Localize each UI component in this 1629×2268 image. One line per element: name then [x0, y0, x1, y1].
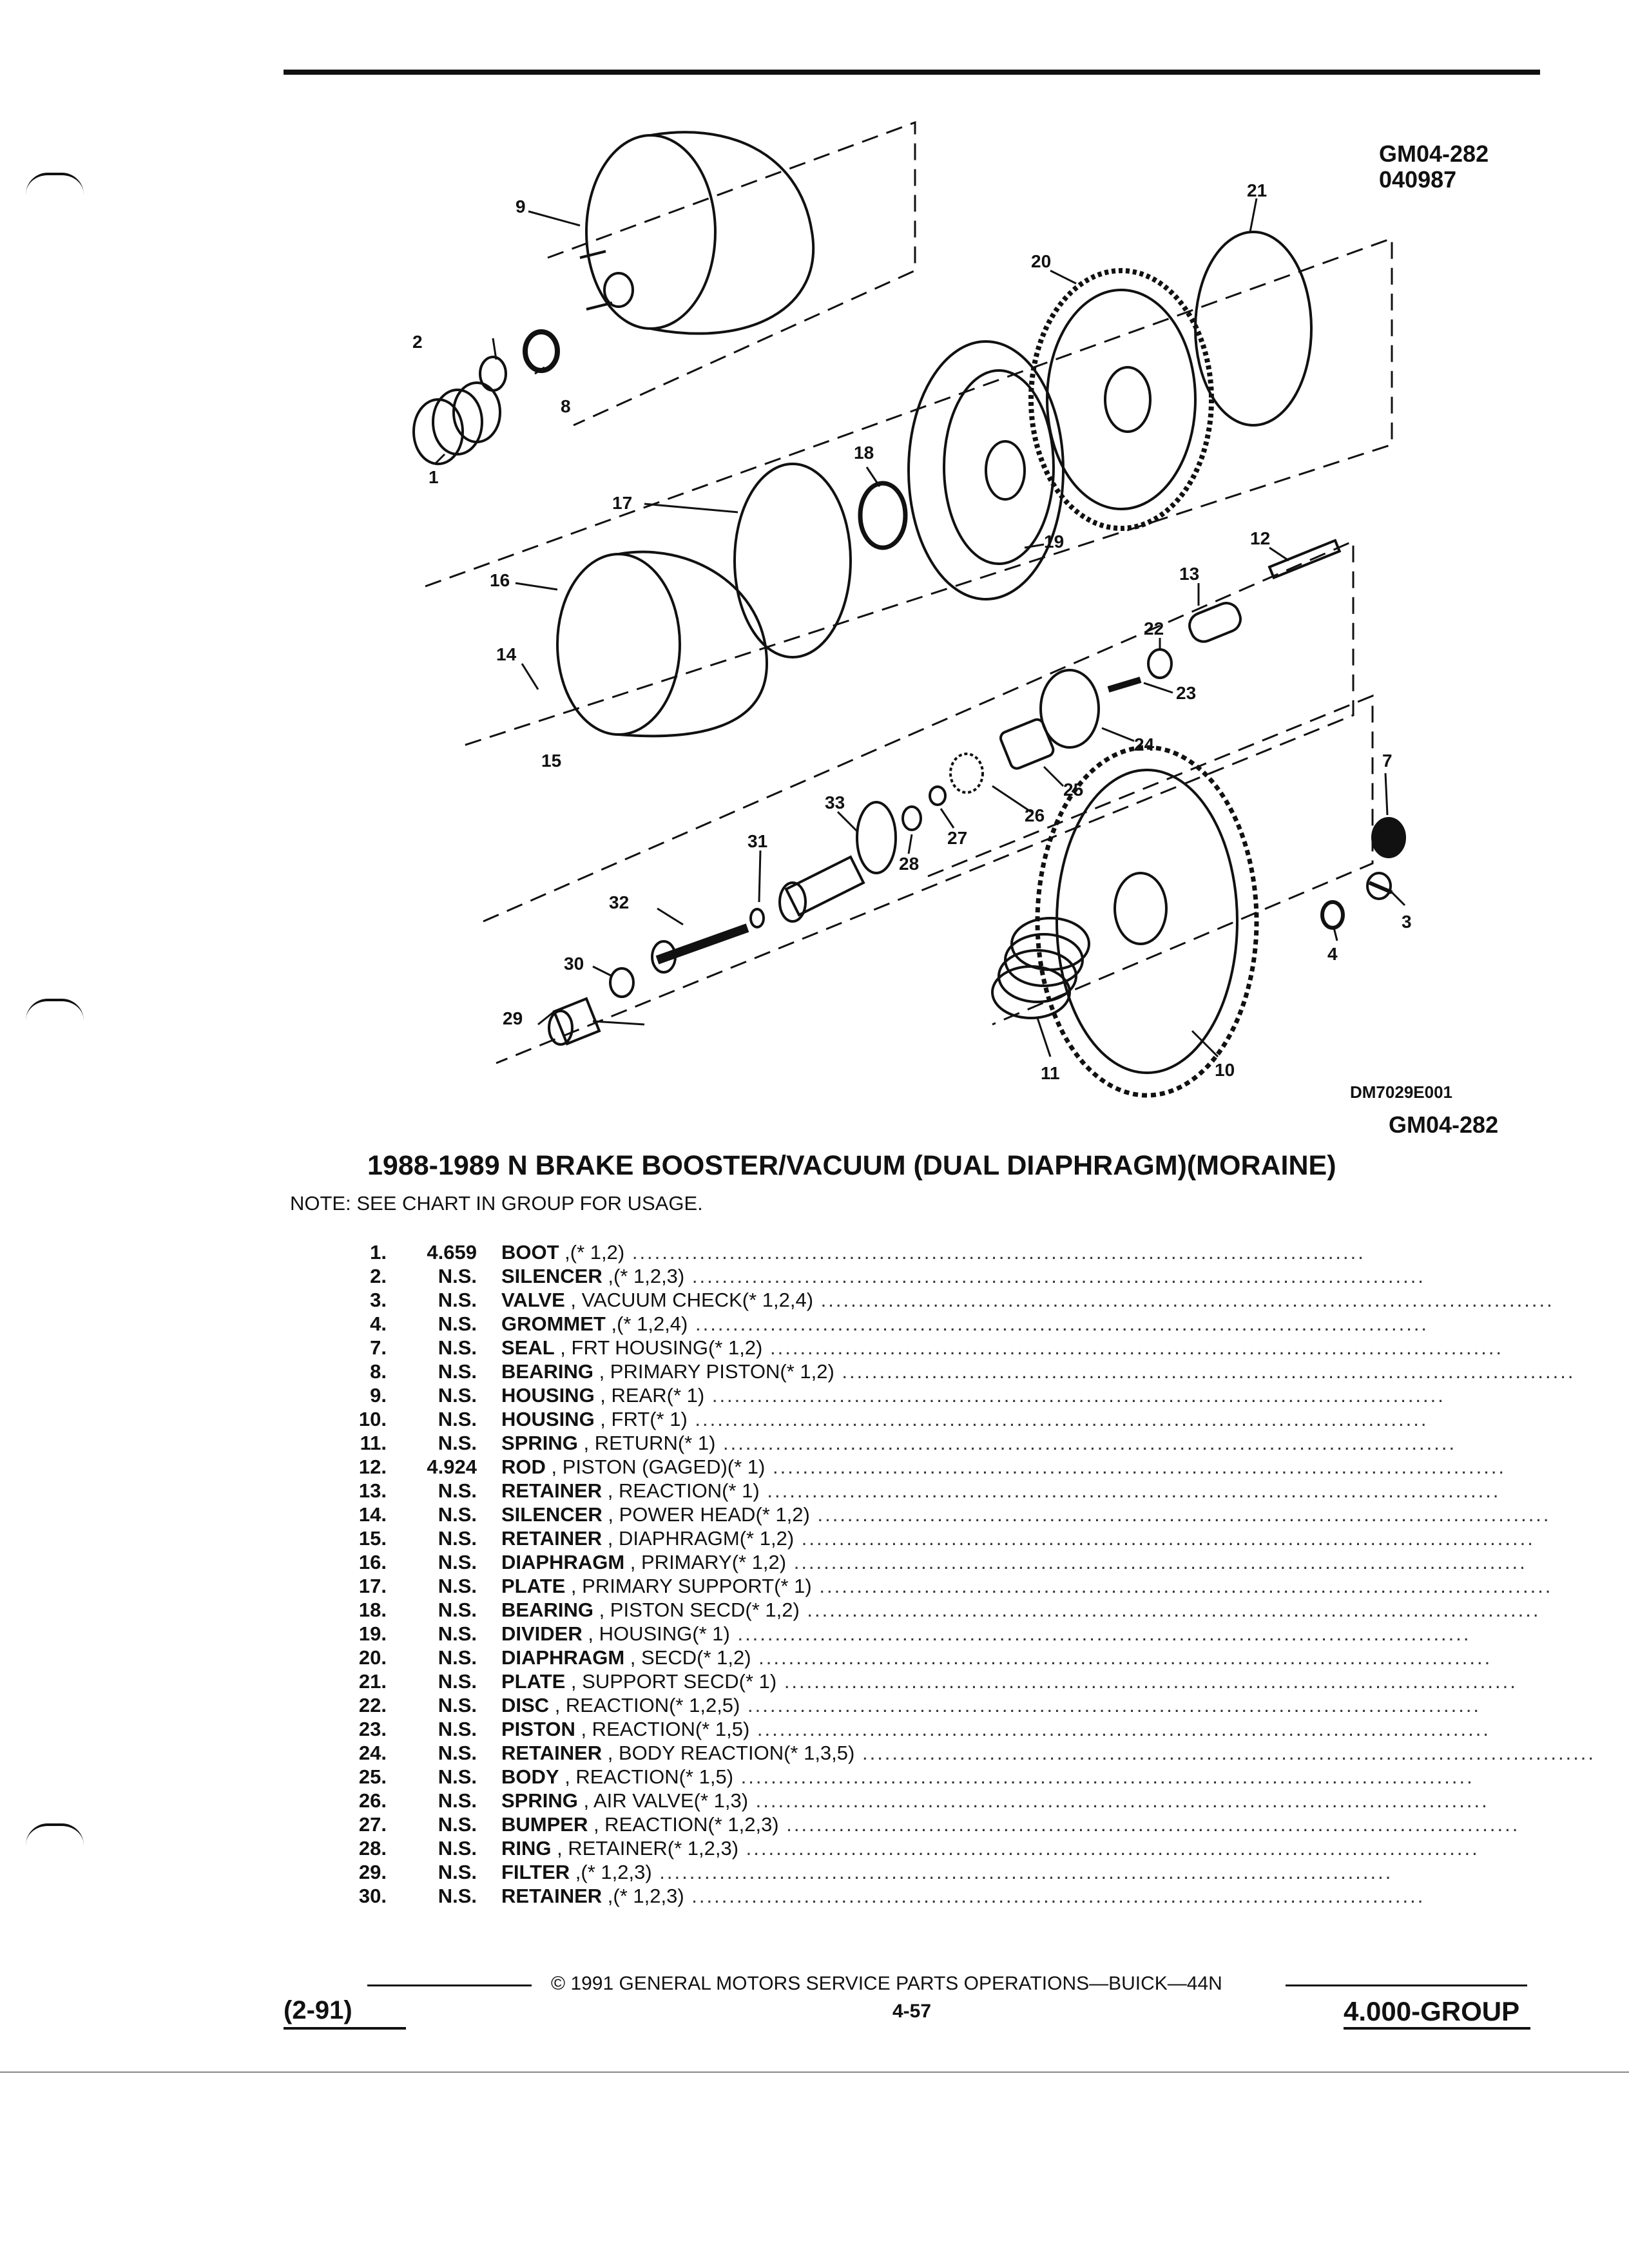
- page-title: 1988-1989 N BRAKE BOOSTER/VACUUM (DUAL DIAPHRAGM)(MORAINE): [367, 1150, 1336, 1181]
- part-number: N.S.: [438, 1432, 477, 1454]
- item-number: 13.: [358, 1479, 387, 1502]
- leader-dots: ..................................................................................................: [811, 1575, 1553, 1597]
- list-item: [335, 1503, 1551, 1526]
- part-detail: , VACUUM CHECK(* 1,2,4): [564, 1289, 814, 1311]
- list-item: [335, 1836, 1480, 1860]
- part-detail: , REAR(* 1): [594, 1384, 705, 1407]
- part-number: N.S.: [438, 1503, 477, 1526]
- leader-dots: ..................................................................................................: [765, 1456, 1507, 1478]
- item-number: 26.: [358, 1789, 387, 1812]
- callout-12: 12: [1250, 528, 1271, 548]
- part-detail: ,(* 1,2,4): [605, 1312, 688, 1335]
- reaction-disc: [1148, 649, 1171, 678]
- part-detail: ,(* 1,2,3): [570, 1861, 652, 1883]
- part-detail: , REACTION(* 1): [602, 1479, 760, 1502]
- part-name: DIAPHRAGM: [501, 1646, 625, 1669]
- part-detail: , PISTON (GAGED)(* 1): [545, 1456, 766, 1478]
- callout-24: 24: [1134, 735, 1155, 754]
- part-name: SILENCER: [501, 1503, 602, 1526]
- part-number: N.S.: [438, 1861, 477, 1883]
- callout-7: 7: [1382, 751, 1393, 771]
- callout-21: 21: [1247, 180, 1268, 200]
- part-detail: , SECD(* 1,2): [624, 1646, 751, 1669]
- part-description: [501, 1693, 1481, 1717]
- leader-dots: ..................................................................................................: [704, 1384, 1445, 1407]
- callout-29: 29: [503, 1008, 523, 1028]
- part-description: [501, 1574, 1553, 1598]
- callout-28: 28: [899, 854, 920, 874]
- part-name: FILTER: [501, 1861, 570, 1883]
- part-name: HOUSING: [501, 1384, 595, 1407]
- list-item: [335, 1598, 1541, 1622]
- part-name: BODY: [501, 1765, 559, 1788]
- list-item: [335, 1336, 1504, 1360]
- leader-dots: ..................................................................................................: [809, 1503, 1551, 1526]
- part-number: N.S.: [438, 1336, 477, 1359]
- item-number: 16.: [358, 1551, 387, 1573]
- page-number: 4-57: [892, 2001, 932, 2022]
- list-item: [335, 1860, 1393, 1884]
- boot: [414, 383, 500, 464]
- list-item: [335, 1479, 1501, 1503]
- part-number: N.S.: [438, 1360, 477, 1383]
- callout-3: 3: [1402, 912, 1412, 932]
- part-name: PLATE: [501, 1670, 566, 1693]
- leader-dots: ..................................................................................................: [762, 1336, 1504, 1359]
- part-name: SILENCER: [501, 1265, 602, 1287]
- secondary-diaphragm: [1031, 271, 1211, 528]
- list-item: [335, 1574, 1553, 1598]
- item-number: 11.: [360, 1432, 387, 1454]
- leader-dots: ..................................................................................................: [799, 1599, 1541, 1621]
- list-item: [335, 1383, 1445, 1407]
- front-housing-seal: [1373, 818, 1405, 857]
- return-spring: [992, 918, 1089, 1018]
- reaction-body: [999, 718, 1055, 771]
- item-number: 20.: [358, 1646, 387, 1669]
- parts-list: [335, 1240, 1596, 1908]
- part-description: [501, 1717, 1490, 1741]
- callout-8: 8: [561, 396, 571, 416]
- callout-9: 9: [516, 197, 526, 216]
- list-item: [335, 1360, 1576, 1383]
- part-description: [501, 1431, 1457, 1455]
- part-description: [501, 1646, 1492, 1669]
- part-number: N.S.: [438, 1670, 477, 1693]
- part-number: N.S.: [438, 1718, 477, 1740]
- air-valve-body: [780, 802, 896, 921]
- callout-13: 13: [1179, 564, 1200, 584]
- callout-33: 33: [825, 793, 845, 812]
- part-name: HOUSING: [501, 1408, 595, 1430]
- part-description: [501, 1598, 1541, 1622]
- footer-rule-left: [367, 1984, 532, 1986]
- part-detail: , PRIMARY PISTON(* 1,2): [593, 1360, 834, 1383]
- leader-dots: ..................................................................................................: [740, 1694, 1481, 1716]
- part-description: [501, 1407, 1429, 1431]
- leader-dots: ..................................................................................................: [813, 1289, 1554, 1311]
- piston-rod: [1269, 541, 1340, 578]
- part-description: [501, 1360, 1576, 1383]
- margin-mark: [26, 1823, 84, 1845]
- callout-4: 4: [1327, 944, 1338, 964]
- reaction-retainer: [1186, 599, 1244, 646]
- item-number: 12.: [358, 1456, 387, 1478]
- callout-31: 31: [747, 831, 768, 851]
- item-number: 23.: [358, 1718, 387, 1740]
- callout-30: 30: [564, 954, 584, 974]
- callout-20: 20: [1031, 251, 1052, 271]
- item-number: 29.: [358, 1861, 387, 1883]
- part-detail: ,(* 1,2,3): [602, 1265, 685, 1287]
- part-detail: , FRT(* 1): [594, 1408, 688, 1430]
- callout-32: 32: [609, 892, 630, 912]
- part-description: [501, 1288, 1554, 1312]
- list-item: [335, 1789, 1489, 1812]
- list-item: [335, 1693, 1481, 1717]
- item-number: 27.: [358, 1813, 387, 1836]
- part-name: SPRING: [501, 1432, 578, 1454]
- part-name: DISC: [501, 1694, 550, 1716]
- callout-25: 25: [1063, 780, 1084, 800]
- part-name: RETAINER: [501, 1742, 602, 1764]
- callout-15: 15: [541, 751, 562, 771]
- margin-mark: [26, 173, 84, 195]
- part-detail: , SUPPORT SECD(* 1): [565, 1670, 777, 1693]
- part-number: N.S.: [438, 1813, 477, 1836]
- part-number: N.S.: [438, 1694, 477, 1716]
- part-detail: , PRIMARY SUPPORT(* 1): [565, 1575, 812, 1597]
- filter: [549, 999, 599, 1044]
- diagram-code: GM04-282: [1379, 140, 1489, 167]
- list-item: [335, 1407, 1429, 1431]
- list-item: [335, 1264, 1425, 1288]
- list-item: [335, 1288, 1554, 1312]
- part-number: N.S.: [438, 1527, 477, 1550]
- part-detail: , REACTION(* 1,5): [559, 1765, 734, 1788]
- list-item: [335, 1240, 1385, 1264]
- list-item: [335, 1622, 1471, 1646]
- item-number: 1.: [370, 1241, 387, 1264]
- copyright-notice: © 1991 GENERAL MOTORS SERVICE PARTS OPERATIONS—BUICK—44N: [551, 1973, 1222, 1994]
- leader-dots: ..................................................................................................: [729, 1622, 1471, 1645]
- callout-26: 26: [1025, 805, 1045, 825]
- part-name: BUMPER: [501, 1813, 588, 1836]
- part-name: RING: [501, 1837, 552, 1860]
- item-number: 28.: [358, 1837, 387, 1860]
- part-description: [501, 1884, 1425, 1908]
- callout-2: 2: [412, 332, 423, 352]
- part-detail: , RETURN(* 1): [577, 1432, 716, 1454]
- callout-22: 22: [1144, 619, 1164, 639]
- part-number: N.S.: [438, 1384, 477, 1407]
- part-detail: , AIR VALVE(* 1,3): [577, 1789, 749, 1812]
- part-description: [501, 1789, 1489, 1812]
- part-detail: , POWER HEAD(* 1,2): [602, 1503, 810, 1526]
- part-description: [501, 1741, 1596, 1765]
- item-number: 8.: [370, 1360, 387, 1383]
- primary-piston-bearing: [525, 332, 557, 370]
- item-number: 22.: [358, 1694, 387, 1716]
- leader-dots: ..................................................................................................: [624, 1241, 1365, 1264]
- part-number: N.S.: [438, 1599, 477, 1621]
- part-name: BOOT: [501, 1241, 559, 1264]
- grommet: [1322, 902, 1343, 928]
- diagram-reference-id: DM7029E001: [1350, 1082, 1452, 1102]
- air-valve-spring: [950, 754, 983, 793]
- part-detail: , RETAINER(* 1,2,3): [551, 1837, 739, 1860]
- list-item: [335, 1526, 1535, 1550]
- leader-dots: ..................................................................................................: [651, 1861, 1393, 1883]
- item-number: 19.: [358, 1622, 387, 1645]
- primary-support-plate: [735, 464, 851, 657]
- leader-dots: ..................................................................................................: [684, 1885, 1425, 1907]
- leader-dots: ..................................................................................................: [751, 1646, 1492, 1669]
- top-rule: [284, 70, 1540, 75]
- part-name: VALVE: [501, 1289, 565, 1311]
- part-number: N.S.: [438, 1646, 477, 1669]
- part-description: [501, 1860, 1393, 1884]
- list-item: [335, 1646, 1492, 1669]
- part-name: GROMMET: [501, 1312, 606, 1335]
- piston-secondary-bearing: [860, 483, 905, 548]
- part-detail: , REACTION(* 1,2,5): [549, 1694, 740, 1716]
- part-description: [501, 1455, 1507, 1479]
- part-description: [501, 1264, 1425, 1288]
- leader-dots: ..................................................................................................: [759, 1479, 1501, 1502]
- list-item: [335, 1741, 1596, 1765]
- part-description: [501, 1836, 1480, 1860]
- secondary-support-plate: [1195, 232, 1311, 425]
- item-number: 9.: [370, 1384, 387, 1407]
- part-description: [501, 1336, 1504, 1360]
- callout-16: 16: [490, 570, 510, 590]
- part-number: N.S.: [438, 1837, 477, 1860]
- part-description: [501, 1479, 1501, 1503]
- part-name: ROD: [501, 1456, 546, 1478]
- part-name: BEARING: [501, 1599, 593, 1621]
- silencer: [480, 357, 506, 390]
- part-number: 4.924: [427, 1456, 477, 1478]
- group-label: 4.000-GROUP: [1344, 1996, 1520, 2026]
- page-bottom-edge: [0, 2071, 1629, 2073]
- part-description: [501, 1622, 1471, 1646]
- part-number: N.S.: [438, 1289, 477, 1311]
- body-reaction-retainer: [1041, 670, 1099, 747]
- list-item: [335, 1455, 1507, 1479]
- leader-dots: ..................................................................................................: [778, 1813, 1520, 1836]
- usage-note: NOTE: SEE CHART IN GROUP FOR USAGE.: [290, 1192, 703, 1215]
- list-item: [335, 1717, 1490, 1741]
- list-item: [335, 1884, 1425, 1908]
- part-detail: , HOUSING(* 1): [582, 1622, 730, 1645]
- item-number: 30.: [358, 1885, 387, 1907]
- item-number: 18.: [358, 1599, 387, 1621]
- leader-dots: ..................................................................................................: [854, 1742, 1596, 1764]
- part-description: [501, 1526, 1535, 1550]
- callout-27: 27: [947, 828, 968, 848]
- part-number: 4.659: [427, 1241, 477, 1264]
- list-item: [335, 1669, 1518, 1693]
- leader-dots: ..................................................................................................: [794, 1527, 1535, 1550]
- footer-rule-bottom-left: [284, 2027, 406, 2030]
- part-detail: , PRIMARY(* 1,2): [624, 1551, 787, 1573]
- part-number: N.S.: [438, 1408, 477, 1430]
- part-description: [501, 1812, 1520, 1836]
- callout-23: 23: [1176, 683, 1197, 703]
- part-description: [501, 1669, 1518, 1693]
- part-detail: , BODY REACTION(* 1,3,5): [602, 1742, 855, 1764]
- retainer-ring: [903, 807, 921, 830]
- housing-divider: [909, 341, 1063, 599]
- retainer: [610, 968, 633, 997]
- part-description: [501, 1503, 1551, 1526]
- part-name: SEAL: [501, 1336, 555, 1359]
- callout-11: 11: [1041, 1063, 1060, 1083]
- list-item: [335, 1812, 1520, 1836]
- part-number: N.S.: [438, 1479, 477, 1502]
- part-description: [501, 1765, 1474, 1789]
- part-number: N.S.: [438, 1312, 477, 1335]
- item-number: 17.: [358, 1575, 387, 1597]
- part-name: DIVIDER: [501, 1622, 583, 1645]
- footer-rule-right: [1286, 1984, 1527, 1986]
- part-detail: , REACTION(* 1,2,3): [588, 1813, 779, 1836]
- item-number: 14.: [358, 1503, 387, 1526]
- part-name: RETAINER: [501, 1479, 602, 1502]
- item-number: 10.: [358, 1408, 387, 1430]
- leader-dots: ..................................................................................................: [715, 1432, 1457, 1454]
- callout-14: 14: [496, 644, 517, 664]
- leader-dots: ..................................................................................................: [776, 1670, 1518, 1693]
- revision-date: (2-91): [284, 1996, 352, 2024]
- list-item: [335, 1431, 1457, 1455]
- callout-18: 18: [854, 443, 874, 463]
- item-number: 7.: [370, 1336, 387, 1359]
- part-name: SPRING: [501, 1789, 578, 1812]
- part-detail: , REACTION(* 1,5): [575, 1718, 750, 1740]
- item-number: 2.: [370, 1265, 387, 1287]
- part-number: N.S.: [438, 1551, 477, 1573]
- vacuum-check-valve: [1367, 873, 1392, 899]
- part-number: N.S.: [438, 1622, 477, 1645]
- item-number: 3.: [370, 1289, 387, 1311]
- part-number: N.S.: [438, 1265, 477, 1287]
- callout-1: 1: [429, 467, 439, 487]
- part-name: BEARING: [501, 1360, 593, 1383]
- retainer-ring-small: [751, 909, 764, 927]
- leader-dots: ..................................................................................................: [687, 1408, 1429, 1430]
- footer-rule-bottom-right: [1344, 2027, 1530, 2030]
- diagram-date-code: 040987: [1379, 166, 1457, 193]
- part-name: RETAINER: [501, 1527, 602, 1550]
- leader-dots: ..................................................................................................: [786, 1551, 1527, 1573]
- part-detail: ,(* 1,2): [559, 1241, 625, 1264]
- reaction-bumper: [930, 787, 945, 805]
- callout-17: 17: [612, 493, 633, 513]
- rear-housing: [580, 132, 813, 334]
- part-number: N.S.: [438, 1742, 477, 1764]
- leader-dots: ..................................................................................................: [749, 1718, 1490, 1740]
- diagram-code-bottom: GM04-282: [1389, 1111, 1499, 1138]
- exploded-diagram: [387, 97, 1495, 1108]
- callout-19: 19: [1044, 532, 1065, 552]
- leader-dots: ..................................................................................................: [748, 1789, 1489, 1812]
- margin-mark: [26, 999, 84, 1021]
- part-name: RETAINER: [501, 1885, 602, 1907]
- part-description: [501, 1240, 1385, 1264]
- part-number: N.S.: [438, 1789, 477, 1812]
- part-name: DIAPHRAGM: [501, 1551, 625, 1573]
- part-detail: , PISTON SECD(* 1,2): [593, 1599, 800, 1621]
- item-number: 4.: [370, 1312, 387, 1335]
- item-number: 25.: [358, 1765, 387, 1788]
- reaction-piston: [1108, 680, 1141, 689]
- part-name: PISTON: [501, 1718, 575, 1740]
- part-name: PLATE: [501, 1575, 566, 1597]
- item-number: 24.: [358, 1742, 387, 1764]
- callout-10: 10: [1215, 1060, 1235, 1080]
- leader-dots: ..................................................................................................: [688, 1312, 1429, 1335]
- leader-dots: ..................................................................................................: [834, 1360, 1576, 1383]
- item-number: 15.: [358, 1527, 387, 1550]
- list-item: [335, 1765, 1474, 1789]
- valve-plunger: [652, 928, 747, 972]
- part-number: N.S.: [438, 1885, 477, 1907]
- list-item: [335, 1312, 1429, 1336]
- list-item: [335, 1550, 1527, 1574]
- part-detail: , FRT HOUSING(* 1,2): [554, 1336, 763, 1359]
- item-number: 21.: [358, 1670, 387, 1693]
- leader-dots: ..................................................................................................: [684, 1265, 1425, 1287]
- leader-dots: ..................................................................................................: [738, 1837, 1480, 1860]
- part-detail: ,(* 1,2,3): [602, 1885, 684, 1907]
- leader-dots: ..................................................................................................: [733, 1765, 1474, 1788]
- part-description: [501, 1383, 1445, 1407]
- part-description: [501, 1550, 1527, 1574]
- part-number: N.S.: [438, 1765, 477, 1788]
- part-detail: , DIAPHRAGM(* 1,2): [602, 1527, 795, 1550]
- part-description: [501, 1312, 1429, 1336]
- part-number: N.S.: [438, 1575, 477, 1597]
